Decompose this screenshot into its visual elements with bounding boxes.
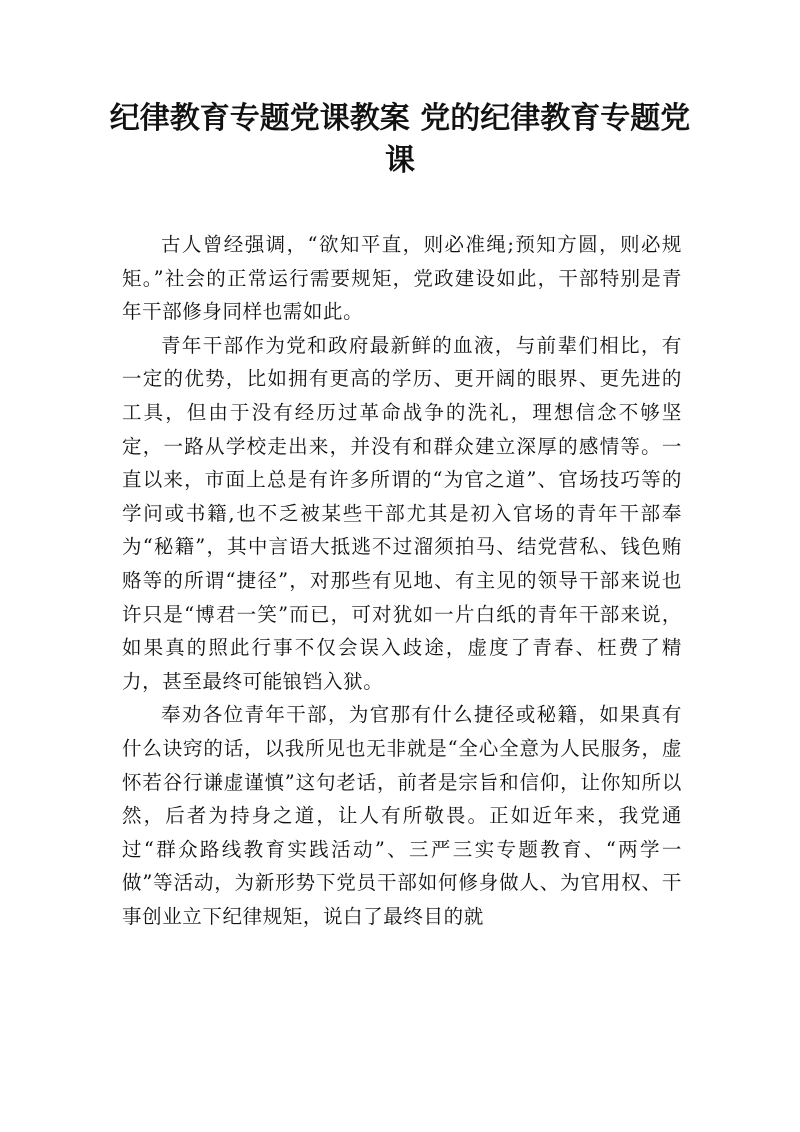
paragraph-3: 奉劝各位青年干部，为官那有什么捷径或秘籍，如果真有什么诀窍的话，以我所见也无非就是“全心全意为人民服务，虚怀若谷行谦虚谨慎”这句老话，前者是宗旨和信仰，让你知所以然，后者为持身之道，让人有所敬畏。正如近年来，我党通过“群众路线教育实践活动”、三严三实专题教育、“两学一做”等活动，为新形势下党员干部如何修身做人、为官用权、干事创业立下纪律规矩，说白了最终目的就	[122, 703, 682, 928]
document-title: 纪律教育专题党课教案 党的纪律教育专题党课	[109, 101, 691, 178]
paragraph-1: 古人曾经强调，“欲知平直，则必准绳;预知方圆，则必规矩。”社会的正常运行需要规矩，党政建设如此，干部特别是青年干部修身同样也需如此。	[122, 233, 682, 324]
paragraph-2: 青年干部作为党和政府最新鲜的血液，与前辈们相比，有一定的优势，比如拥有更高的学历、更开阔的眼界、更先进的工具，但由于没有经历过革命战争的洗礼，理想信念不够坚定，一路从学校走出来，并没有和群众建立深厚的感情等。一直以来，市面上总是有许多所谓的“为官之道”、官场技巧等的学问或书籍,也不乏被某些干部尤其是初入官场的青年干部奉为“秘籍”，其中言语大抵逃不过溜须拍马、结党营私、钱色贿赂等的所谓“捷径”，对那些有见地、有主见的领导干部来说也许只是“博君一笑”而已，可对犹如一片白纸的青年干部来说，如果真的照此行事不仅会误入歧途，虚度了青春、枉费了精力，甚至最终可能锒铛入狱。	[122, 333, 682, 693]
document-body	[122, 228, 682, 933]
